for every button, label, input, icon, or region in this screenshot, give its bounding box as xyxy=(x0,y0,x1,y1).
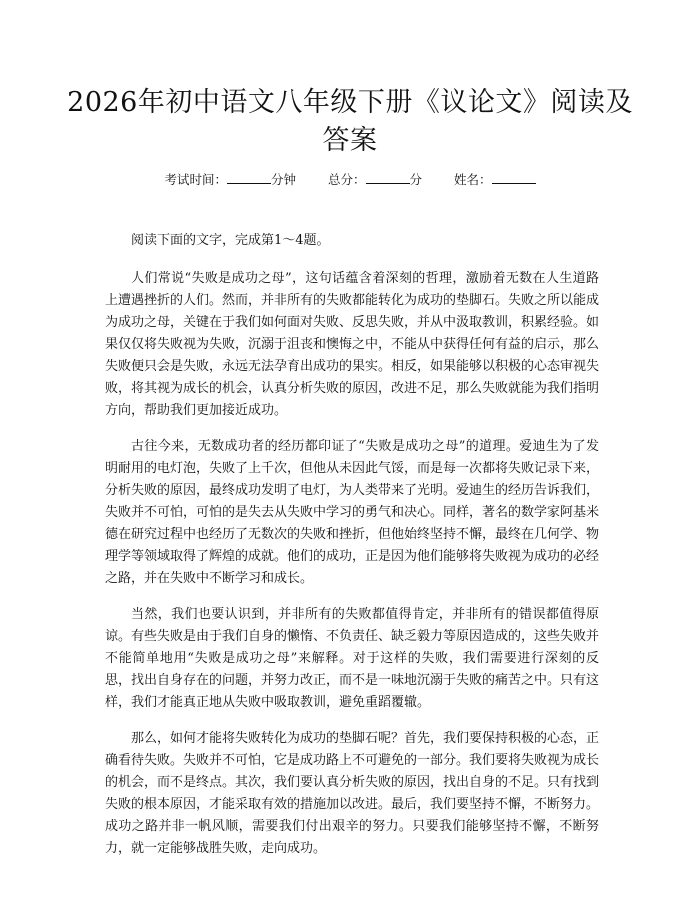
total-score-unit: 分 xyxy=(409,172,423,187)
exam-time-field xyxy=(164,171,296,189)
total-score-field xyxy=(328,171,422,189)
passage-paragraph-4: 那么，如何才能将失败转化为成功的垫脚石呢？首先，我们要保持积极的心态，正确看待失败。失败并不可怕，它是成功路上不可避免的一部分。我们要将失败视为成长的机会，而不是终点。其次，我们要认真分析失败的原因，找出自身的不足。只有找到失败的根本原因，才能采取有效的措施加以改进。最后，我们要坚持不懈，不断努力。成功之路并非一帆风顺，需要我们付出艰辛的努力。只要我们能够坚持不懈，不断努力，就一定能够战胜失败，走向成功。 xyxy=(105,731,600,856)
reading-passage xyxy=(105,230,599,874)
student-name-label: 姓名： xyxy=(454,172,492,187)
total-score-label: 总分： xyxy=(327,172,366,187)
passage-paragraph-3: 当然，我们也要认识到，并非所有的失败都值得肯定，并非所有的错误都值得原谅。有些失败是由于我们自身的懒惰、不负责任、缺乏毅力等原因造成的，这些失败并不能简单地用“失败是成功之母”来解释。对于这样的失败，我们需要进行深刻的反思，找出自身存在的问题，并努力改正，而不是一味地沉溺于失败的痛苦之中。只有这样，我们才能真正地从失败中吸取教训，避免重蹈覆辙。 xyxy=(105,607,600,710)
student-name-field xyxy=(454,171,536,189)
total-score-blank xyxy=(366,171,410,184)
passage-paragraph-1: 人们常说“失败是成功之母”，这句话蕴含着深刻的哲理，激励着无数在人生道路上遭遇挫折的人们。然而，并非所有的失败都能转化为成功的垫脚石。失败之所以能成为成功之母，关键在于我们如何面对失败、反思失败，并从中汲取教训，积累经验。如果仅仅将失败视为失败，沉溺于沮丧和懊悔之中，不能从中获得任何有益的启示，那么失败便只会是失败，永远无法孕育出成功的果实。相反，如果能够以积极的心态审视失败，将其视为成长的机会，认真分析失败的原因，改进不足，那么失败就能为我们指明方向，帮助我们更加接近成功。 xyxy=(105,271,600,418)
passage-paragraph-2: 古往今来，无数成功者的经历都印证了“失败是成功之母”的道理。爱迪生为了发明耐用的电灯泡，失败了上千次，但他从未因此气馁，而是每一次都将失败记录下来，分析失败的原因，最终成功发明了电灯，为人类带来了光明。爱迪生的经历告诉我们，失败并不可怕，可怕的是失去从失败中学习的勇气和决心。同样，著名的数学家阿基米德在研究过程中也经历了无数次的失败和挫折，但他始终坚持不懈，最终在几何学、物理学等领域取得了辉煌的成就。他们的成功，正是因为他们能够将失败视为成功的必经之路，并在失败中不断学习和成长。 xyxy=(105,439,600,586)
exam-time-blank xyxy=(227,171,271,184)
exam-time-label: 考试时间： xyxy=(164,172,227,187)
exam-info-bar xyxy=(0,171,700,189)
exam-time-unit: 分钟 xyxy=(270,172,296,187)
student-name-blank xyxy=(492,171,536,184)
document-title: 2026年初中语文八年级下册《议论文》阅读及答案 xyxy=(67,87,633,156)
reading-instruction: 阅读下面的文字，完成第1～4题。 xyxy=(131,233,330,248)
